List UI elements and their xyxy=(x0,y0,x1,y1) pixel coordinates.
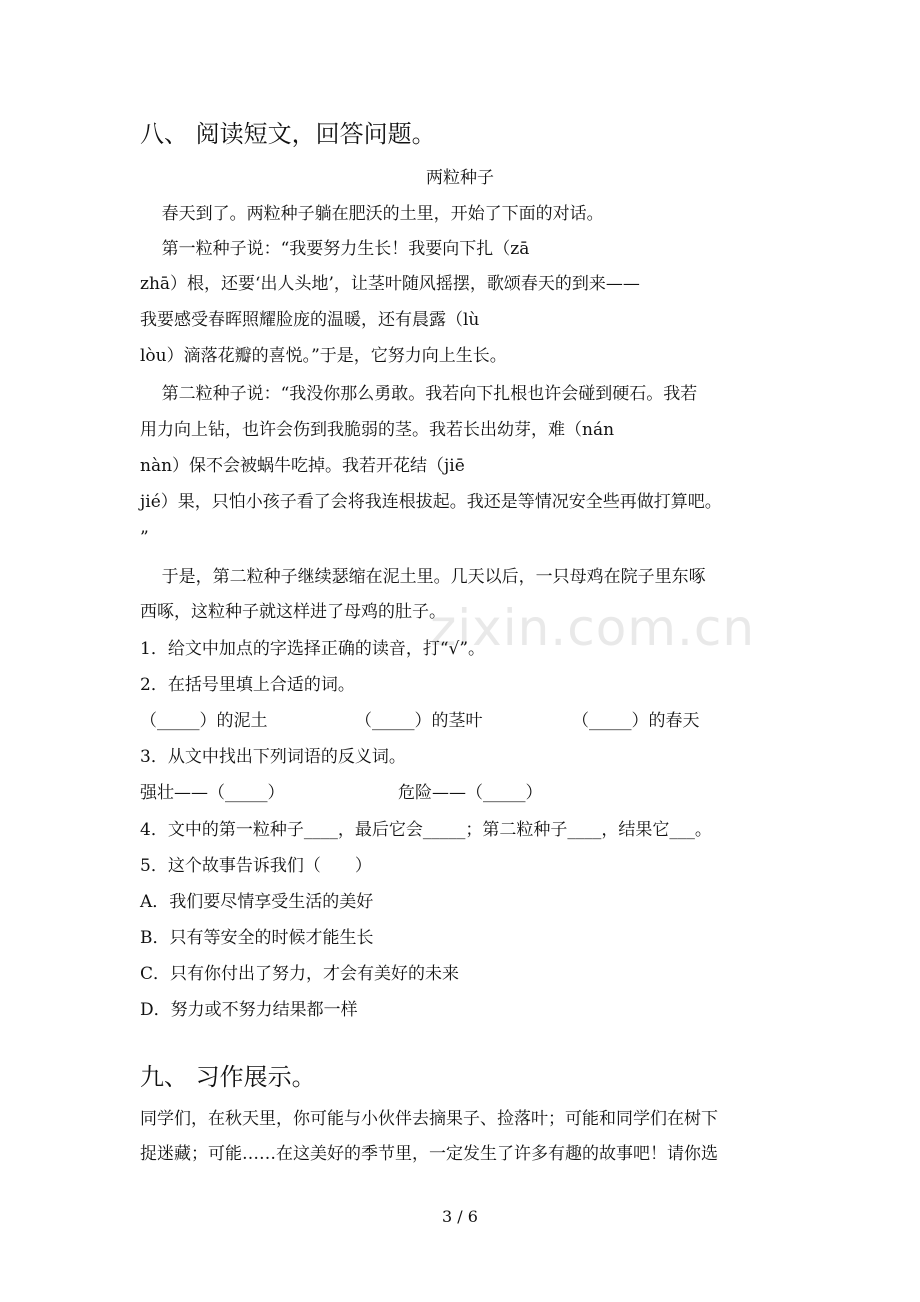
passage-title: 两粒种子 xyxy=(426,168,494,188)
question-1: 1．给文中加点的字选择正确的读音，打“√”。 xyxy=(140,639,486,659)
fill-blank-2[interactable]: （_____）的茎叶 xyxy=(355,711,483,731)
passage-line: lòu）滴落花瓣的喜悦。”于是，它努力向上生长。 xyxy=(140,346,507,366)
fill-blank-1[interactable]: （_____）的泥土 xyxy=(140,711,268,731)
essay-prompt-line: 同学们，在秋天里，你可能与小伙伴去摘果子、捡落叶；可能和同学们在树下 xyxy=(140,1109,718,1129)
passage-line: 用力向上钻，也许会伤到我脆弱的茎。我若长出幼芽，难（nán xyxy=(140,420,615,440)
passage-line: nàn）保不会被蜗牛吃掉。我若开花结（jiē xyxy=(140,456,465,476)
passage-line: ” xyxy=(140,528,149,548)
section-9-heading: 九、 习作展示。 xyxy=(140,1063,316,1091)
passage-line: 我要感受春晖照耀脸庞的温暖，还有晨露（lù xyxy=(140,310,480,330)
passage-line: jié）果，只怕小孩子看了会将我连根拔起。我还是等情况安全些再做打算吧。 xyxy=(140,492,722,512)
antonym-blank-1[interactable]: 强壮——（_____） xyxy=(140,783,285,803)
page-number: 3 / 6 xyxy=(442,1207,478,1226)
passage-line: zhā）根，还要‘出人头地’，让茎叶随风摇摆，歌颂春天的到来—— xyxy=(140,274,640,294)
option-c[interactable]: C．只有你付出了努力，才会有美好的未来 xyxy=(140,964,460,984)
passage-line: 西啄，这粒种子就这样进了母鸡的肚子。 xyxy=(140,602,446,622)
passage-line: 第一粒种子说：“我要努力生长！我要向下扎（zā xyxy=(140,239,530,259)
question-3: 3．从文中找出下列词语的反义词。 xyxy=(140,747,406,767)
passage-line: 于是，第二粒种子继续瑟缩在泥土里。几天以后，一只母鸡在院子里东啄 xyxy=(140,567,706,587)
section-8-heading: 八、 阅读短文，回答问题。 xyxy=(140,120,436,148)
passage-line: 第二粒种子说：“我没你那么勇敢。我若向下扎根也许会碰到硬石。我若 xyxy=(140,384,698,404)
option-d[interactable]: D．努力或不努力结果都一样 xyxy=(140,1000,358,1020)
antonym-blank-2[interactable]: 危险——（_____） xyxy=(398,783,543,803)
question-2: 2．在括号里填上合适的词。 xyxy=(140,675,355,695)
fill-blank-3[interactable]: （_____）的春天 xyxy=(572,711,700,731)
question-5: 5．这个故事告诉我们（ ） xyxy=(140,856,372,876)
watermark: zixin.com.cn xyxy=(430,599,756,657)
passage-line: 春天到了。两粒种子躺在肥沃的土里，开始了下面的对话。 xyxy=(140,204,604,224)
option-a[interactable]: A．我们要尽情享受生活的美好 xyxy=(140,892,374,912)
question-4: 4．文中的第一粒种子____，最后它会_____；第二粒种子____，结果它___。 xyxy=(140,820,712,840)
essay-prompt-line: 捉迷藏；可能……在这美好的季节里，一定发生了许多有趣的故事吧！请你选 xyxy=(140,1144,718,1164)
option-b[interactable]: B．只有等安全的时候才能生长 xyxy=(140,928,374,948)
